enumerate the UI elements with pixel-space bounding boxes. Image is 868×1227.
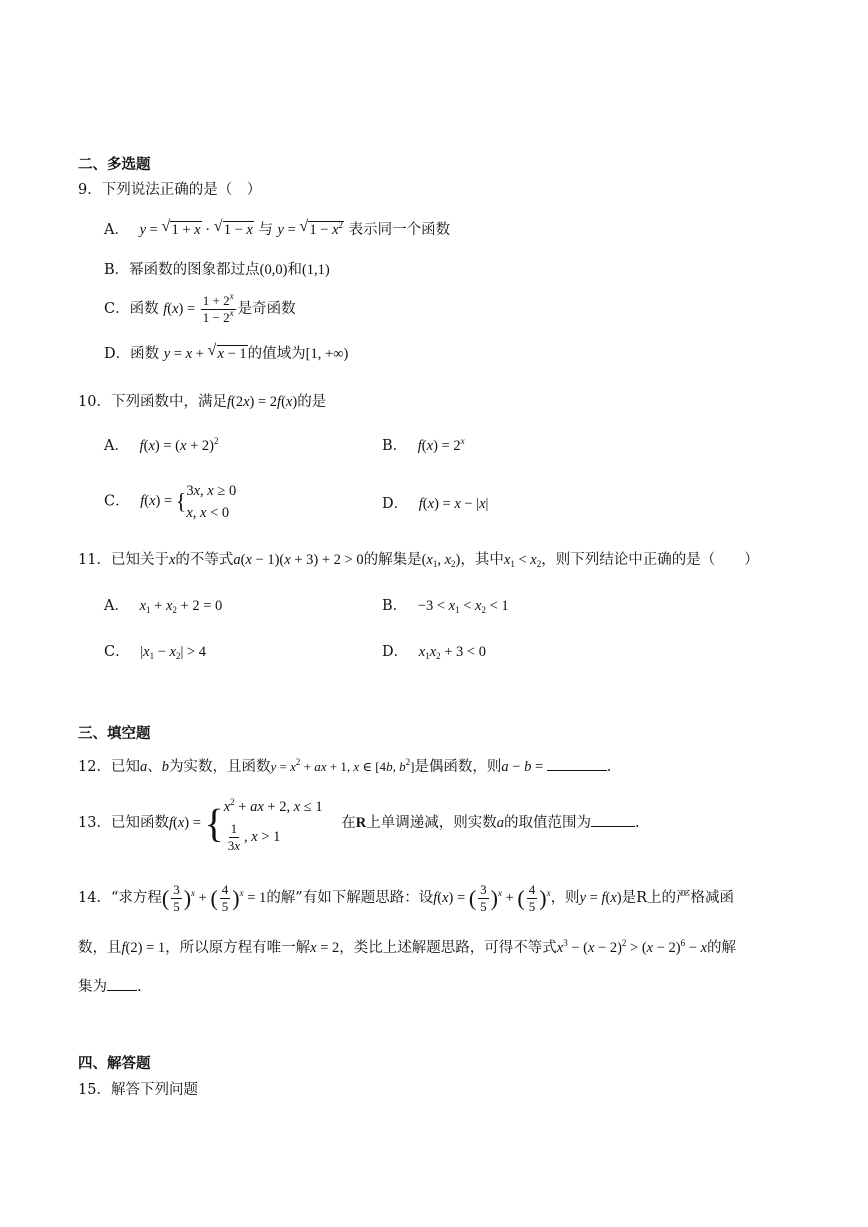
answer-blank[interactable]	[547, 756, 607, 771]
question-14-line-1: 14．“求方程( $\frac{3}{5}$ )$^x$ + ( $\frac{4}{5}$ )$^x$ = 1的解”有如下解题思路：设f(x) = ( $\frac{3}{5}$ )$^x$ + ( $\frac{4}{5}$ )$^x$，则y = f(x)是R上的严格减函	[78, 882, 735, 915]
question-10-option-c: C． f(x) = { 3x, x ≥ 0 x, x < 0	[104, 483, 237, 521]
question-9-option-d: D．函数 y = x + √ x − 1的值域为[1, +∞)	[104, 342, 349, 362]
option-d-tail: 的值域为	[247, 346, 306, 362]
question-10-stem: 10．下列函数中，满足f(2x) = 2f(x)的是	[78, 394, 327, 410]
option-c-pre: 函数	[129, 301, 159, 317]
section-heading-answer: 四、解答题	[78, 1056, 151, 1072]
question-10-option-d: D． f(x) = x − |x|	[382, 496, 489, 512]
question-13: 13．已知函数f(x) = { $x^2$ + ax + 2, x ≤ 1 $\frac{1}{3x}$ , x > 1 在R上单调递减，则实数a的取值范围为 .	[78, 797, 640, 854]
question-13-mid-2: 上单调递减，则实数	[366, 815, 497, 831]
option-b-label: B．	[382, 438, 408, 454]
question-15-stem: 15．解答下列问题	[78, 1082, 198, 1098]
question-14-l2-end: 的解	[707, 940, 736, 956]
option-d-label: D．	[104, 346, 131, 362]
question-9-option-a: A． y = √ 1 + x · √ 1 − x 与 y = √ $1 - x^2$ 表示同一个函数	[104, 218, 451, 238]
answer-blank[interactable]	[591, 812, 635, 827]
question-12-pre: 12．已知	[78, 759, 140, 775]
question-11-option-d: D． $x_1x_2 + 3 < 0$	[382, 644, 486, 661]
question-14-l2-mid-2: ，类比上述解题思路，可得不等式	[339, 940, 557, 956]
question-10-stem-tail: 的是	[297, 394, 327, 410]
question-14-l1-mid: 的解”有如下解题思路：设	[266, 890, 434, 906]
question-14-l1-pre: 14．“求方程	[78, 890, 162, 906]
question-13-mid: 在	[341, 815, 356, 831]
question-12-sep: 、	[147, 759, 162, 775]
question-11-stem-mid-2: 的解集是	[363, 552, 422, 568]
option-c-label: C．	[104, 301, 130, 317]
option-b-label: B．	[104, 262, 130, 278]
answer-blank[interactable]	[107, 976, 137, 991]
question-14-l2-pre: 数，且	[78, 940, 122, 956]
question-13-pre: 13．已知函数	[78, 815, 169, 831]
question-11-stem: 11．已知关于x的不等式a(x − 1)(x + 3) + 2 > 0的解集是($x_1$, $x_2$)，其中$x_1 < x_2$，则下列结论中正确的是（ ）	[78, 552, 759, 569]
option-b-and: 和	[287, 262, 302, 278]
option-b-label: B．	[382, 598, 408, 614]
question-10-option-b: B． $f(x) = 2^x$	[382, 436, 465, 454]
option-a-label: A．	[104, 222, 129, 238]
option-b-point-2: (1,1)	[301, 262, 330, 278]
option-d-label: D．	[382, 496, 409, 512]
question-11-option-c: C． $|x_1 - x_2| > 4$	[104, 644, 207, 661]
option-c-label: C．	[104, 644, 130, 660]
option-a-label: A．	[104, 598, 129, 614]
option-c-label: C．	[104, 493, 130, 510]
question-14-end: .	[137, 979, 142, 995]
question-14-l1-end: 是R上的严格减函	[621, 890, 735, 906]
option-b-point-1: (0,0)	[259, 262, 288, 278]
question-9-option-b	[104, 260, 330, 280]
question-14-line-2: 数，且f(2) = 1，所以原方程有唯一解x = 2，类比上述解题思路，可得不等式$x^3 - (x - 2)^2 > (x - 2)^6 - x$的解	[78, 938, 736, 956]
question-11-stem-tail: ，则下列结论中正确的是（ ）	[541, 552, 759, 568]
question-14-l1-tail: ，则	[550, 890, 580, 906]
question-9-stem: 9．下列说法正确的是（ ）	[78, 182, 262, 198]
question-14-l2-mid: ，所以原方程有唯一解	[165, 940, 311, 956]
question-10-option-a: A． $f(x) = (x + 2)^2$	[104, 436, 219, 454]
question-11-option-a: A． $x_1 + x_2 + 2 = 0$	[104, 598, 223, 615]
question-12-mid-2: 是偶函数，则	[414, 759, 502, 775]
question-11-stem-mid-3: ，其中	[460, 552, 504, 568]
question-12-mid: 为实数，且函数	[168, 759, 271, 775]
section-heading-fill-in: 三、填空题	[78, 726, 151, 742]
question-14-l3: 集为	[78, 979, 107, 995]
question-13-tail: 的取值范围为	[503, 815, 591, 831]
question-13-end: .	[634, 815, 640, 831]
question-12-end: .	[606, 759, 612, 775]
question-11-stem-mid-1: 的不等式	[175, 552, 234, 568]
question-12: 12．已知a、b为实数，且函数$y = x^2$ + ax + 1, x ∈ [4b, $b^2$]是偶函数，则a − b = .	[78, 757, 612, 775]
question-14-line-3	[78, 976, 142, 997]
option-a-connector: 与	[258, 222, 273, 238]
option-d-label: D．	[382, 644, 409, 660]
option-d-pre: 函数	[130, 346, 160, 362]
option-a-label: A．	[104, 438, 129, 454]
option-b-text: 幂函数的图象都过点	[129, 262, 260, 278]
question-11-stem-pre: 11．已知关于	[78, 552, 169, 568]
option-c-tail: 是奇函数	[237, 301, 296, 317]
section-heading-multiple-choice: 二、多选题	[78, 157, 151, 173]
question-9-option-c: C．函数 f(x) = $\frac{1 + 2^x}{1 - 2^x}$ 是奇函数	[104, 291, 296, 326]
question-11-option-b: B． $-3 < x_1 < x_2 < 1$	[382, 598, 509, 615]
option-a-tail: 表示同一个函数	[348, 222, 451, 238]
question-10-stem-pre: 10．下列函数中，满足	[78, 394, 227, 410]
